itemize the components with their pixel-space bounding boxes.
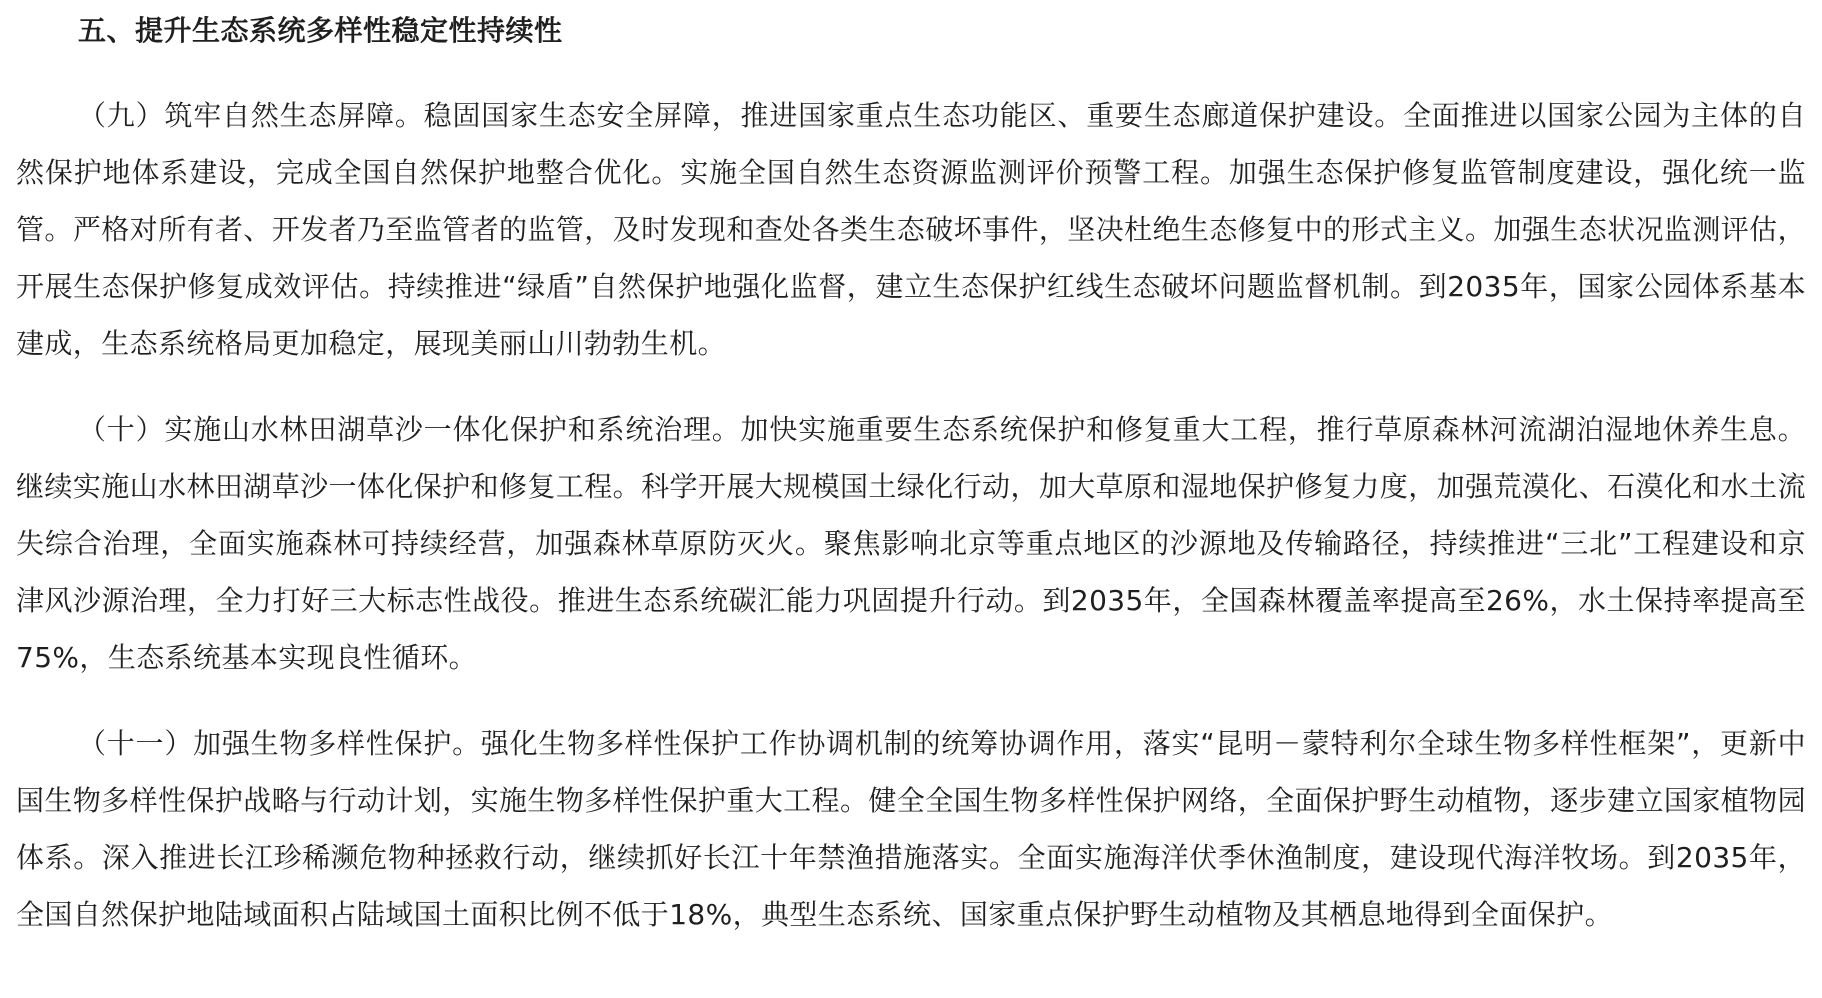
paragraph-biodiversity-protection: （十一）加强生物多样性保护。强化生物多样性保护工作协调机制的统筹协调作用，落实“昆明－蒙特利尔全球生物多样性框架”，更新中国生物多样性保护战略与行动计划，实施生物多样性保护重大工程。健全全国生物多样性保护网络，全面保护野生动植物，逐步建立国家植物园体系。深入推进长江珍稀濒危物种拯救行动，继续抓好长江十年禁渔措施落实。全面实施海洋伏季休渔制度，建设现代海洋牧场。到2035年，全国自然保护地陆域面积占陆域国土面积比例不低于18%，典型生态系统、国家重点保护野生动植物及其栖息地得到全面保护。 <box>16 727 1806 931</box>
paragraph-ecological-barrier: （九）筑牢自然生态屏障。稳固国家生态安全屏障，推进国家重点生态功能区、重要生态廊道保护建设。全面推进以国家公园为主体的自然保护地体系建设，完成全国自然保护地整合优化。实施全国自然生态资源监测评价预警工程。加强生态保护修复监管制度建设，强化统一监管。严格对所有者、开发者乃至监管者的监管，及时发现和查处各类生态破坏事件，坚决杜绝生态修复中的形式主义。加强生态状况监测评估，开展生态保护修复成效评估。持续推进“绿盾”自然保护地强化监督，建立生态保护红线生态破坏问题监督机制。到2035年，国家公园体系基本建成，生态系统格局更加稳定，展现美丽山川勃勃生机。 <box>16 99 1806 360</box>
paragraph-integrated-protection: （十）实施山水林田湖草沙一体化保护和系统治理。加快实施重要生态系统保护和修复重大工程，推行草原森林河流湖泊湿地休养生息。继续实施山水林田湖草沙一体化保护和修复工程。科学开展大规模国土绿化行动，加大草原和湿地保护修复力度，加强荒漠化、石漠化和水土流失综合治理，全面实施森林可持续经营，加强森林草原防灭火。聚焦影响北京等重点地区的沙源地及传输路径，持续推进“三北”工程建设和京津风沙源治理，全力打好三大标志性战役。推进生态系统碳汇能力巩固提升行动。到2035年，全国森林覆盖率提高至26%，水土保持率提高至75%，生态系统基本实现良性循环。 <box>16 413 1806 674</box>
article-body <box>16 0 1806 943</box>
section-heading: 五、提升生态系统多样性稳定性持续性 <box>78 14 563 47</box>
